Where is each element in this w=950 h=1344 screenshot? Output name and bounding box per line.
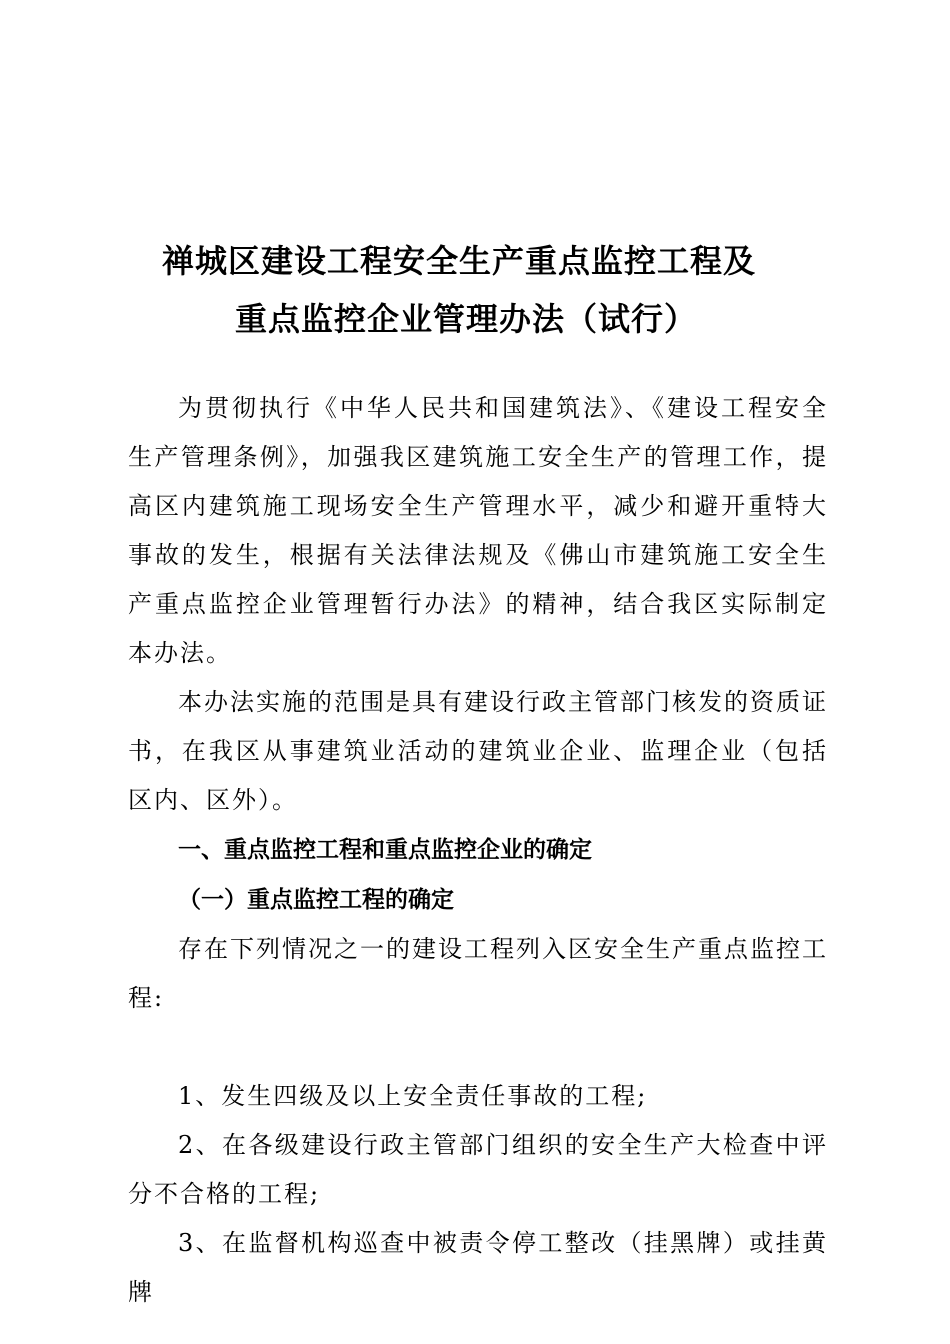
title-line-1: 禅城区建设工程安全生产重点监控工程及 [162, 242, 757, 280]
list-item-1: 1、发生四级及以上安全责任事故的工程; [178, 1082, 648, 1110]
subsection-heading: （一）重点监控工程的确定 [178, 887, 454, 913]
blank-line [128, 1023, 828, 1072]
section-heading: 一、重点监控工程和重点监控企业的确定 [178, 837, 592, 863]
document-title [0, 232, 950, 348]
list-item-2: 2、在各级建设行政主管部门组织的安全生产大检查中评分不合格的工程; [128, 1131, 828, 1208]
paragraph-scope: 本办法实施的范围是具有建设行政主管部门核发的资质证书，在我区从事建筑业活动的建筑业企业、监理企业（包括区内、区外）。 [128, 688, 828, 814]
paragraph-purpose: 为贯彻执行《中华人民共和国建筑法》、《建设工程安全生产管理条例》，加强我区建筑施工安全生产的管理工作，提高区内建筑施工现场安全生产管理水平，减少和避开重特大事故的发生，根据有关法律法规及《佛山市建筑施工安全生产重点监控企业管理暂行办法》的精神，结合我区实际制定本办法。 [128, 394, 828, 667]
document-body [128, 384, 828, 1317]
list-item-3: 3、在监督机构巡查中被责令停工整改（挂黑牌）或挂黄牌 [128, 1229, 828, 1306]
title-line-2: 重点监控企业管理办法（试行） [235, 300, 698, 338]
paragraph-intro: 存在下列情况之一的建设工程列入区安全生产重点监控工程: [128, 935, 828, 1012]
